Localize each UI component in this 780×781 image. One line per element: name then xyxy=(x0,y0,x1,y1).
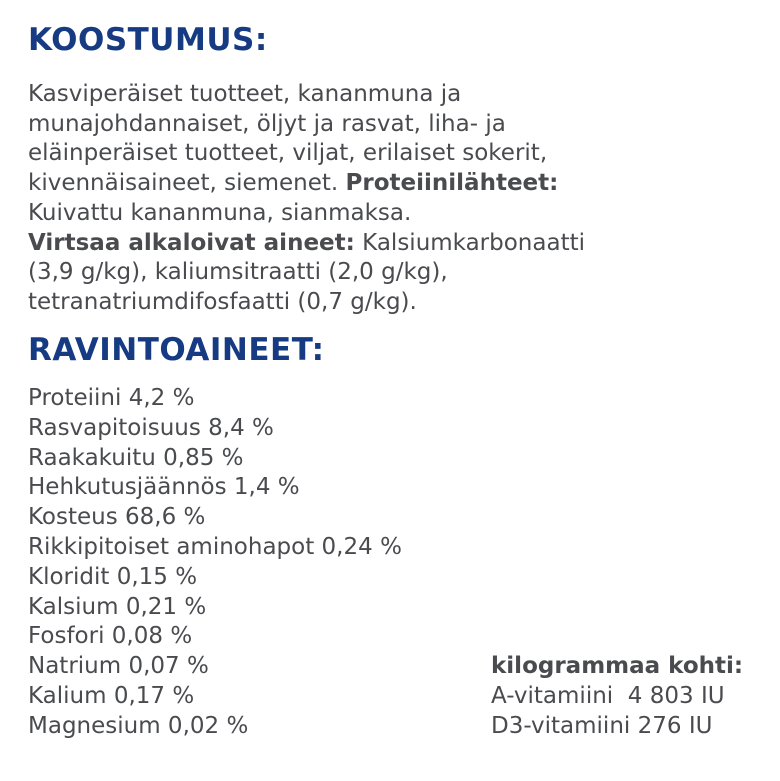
composition-line: tetranatriumdifosfaatti (0,7 g/kg). xyxy=(28,288,417,315)
composition-line: eläinperäiset tuotteet, viljat, erilaiset sokerit, xyxy=(28,140,548,167)
nutrient-item: Kloridit 0,15 % xyxy=(28,563,198,590)
vitamins-heading: kilogrammaa kohti: xyxy=(491,653,744,679)
composition-line: Kasviperäiset tuotteet, kananmuna ja xyxy=(28,81,462,107)
nutrients-list xyxy=(28,384,402,742)
vitamin-row: D3-vitamiini 276 IU xyxy=(491,712,713,739)
composition-heading: KOOSTUMUS: xyxy=(28,22,268,58)
nutrient-item: Kosteus 68,6 % xyxy=(28,504,206,531)
composition-line-text: Kalsiumkarbonaatti xyxy=(354,229,586,256)
vitamin-row: A-vitamiini 4 803 IU xyxy=(491,682,725,709)
nutrient-item: Natrium 0,07 % xyxy=(28,653,209,680)
urine-alkalising-label: Virtsaa alkaloivat aineet: xyxy=(28,229,355,256)
nutrient-item: Kalium 0,17 % xyxy=(28,682,195,709)
nutrient-item: Magnesium 0,02 % xyxy=(28,712,249,739)
nutrient-item: Rikkipitoiset aminohapot 0,24 % xyxy=(28,533,402,560)
nutrient-item: Raakakuitu 0,85 % xyxy=(28,444,244,471)
composition-text xyxy=(28,80,768,318)
composition-line: (3,9 g/kg), kaliumsitraatti (2,0 g/kg), xyxy=(28,259,448,286)
composition-line: Kuivattu kananmuna, sianmaksa. xyxy=(28,199,412,226)
nutrient-item: Hehkutusjäännös 1,4 % xyxy=(28,474,300,501)
vitamins-block xyxy=(491,652,743,741)
nutrient-item: Proteiini 4,2 % xyxy=(28,385,195,411)
nutrients-heading: RAVINTOAINEET: xyxy=(28,332,325,368)
protein-sources-label: Proteiinilähteet: xyxy=(345,170,559,197)
composition-line xyxy=(28,169,768,199)
nutrient-item: Rasvapitoisuus 8,4 % xyxy=(28,414,274,441)
composition-line xyxy=(28,229,768,259)
composition-line: munajohdannaiset, öljyt ja rasvat, liha- ja xyxy=(28,110,506,137)
nutrient-item: Kalsium 0,21 % xyxy=(28,593,207,620)
nutrient-item: Fosfori 0,08 % xyxy=(28,623,193,650)
composition-line-text: kivennäisaineet, siemenet. xyxy=(28,170,346,197)
